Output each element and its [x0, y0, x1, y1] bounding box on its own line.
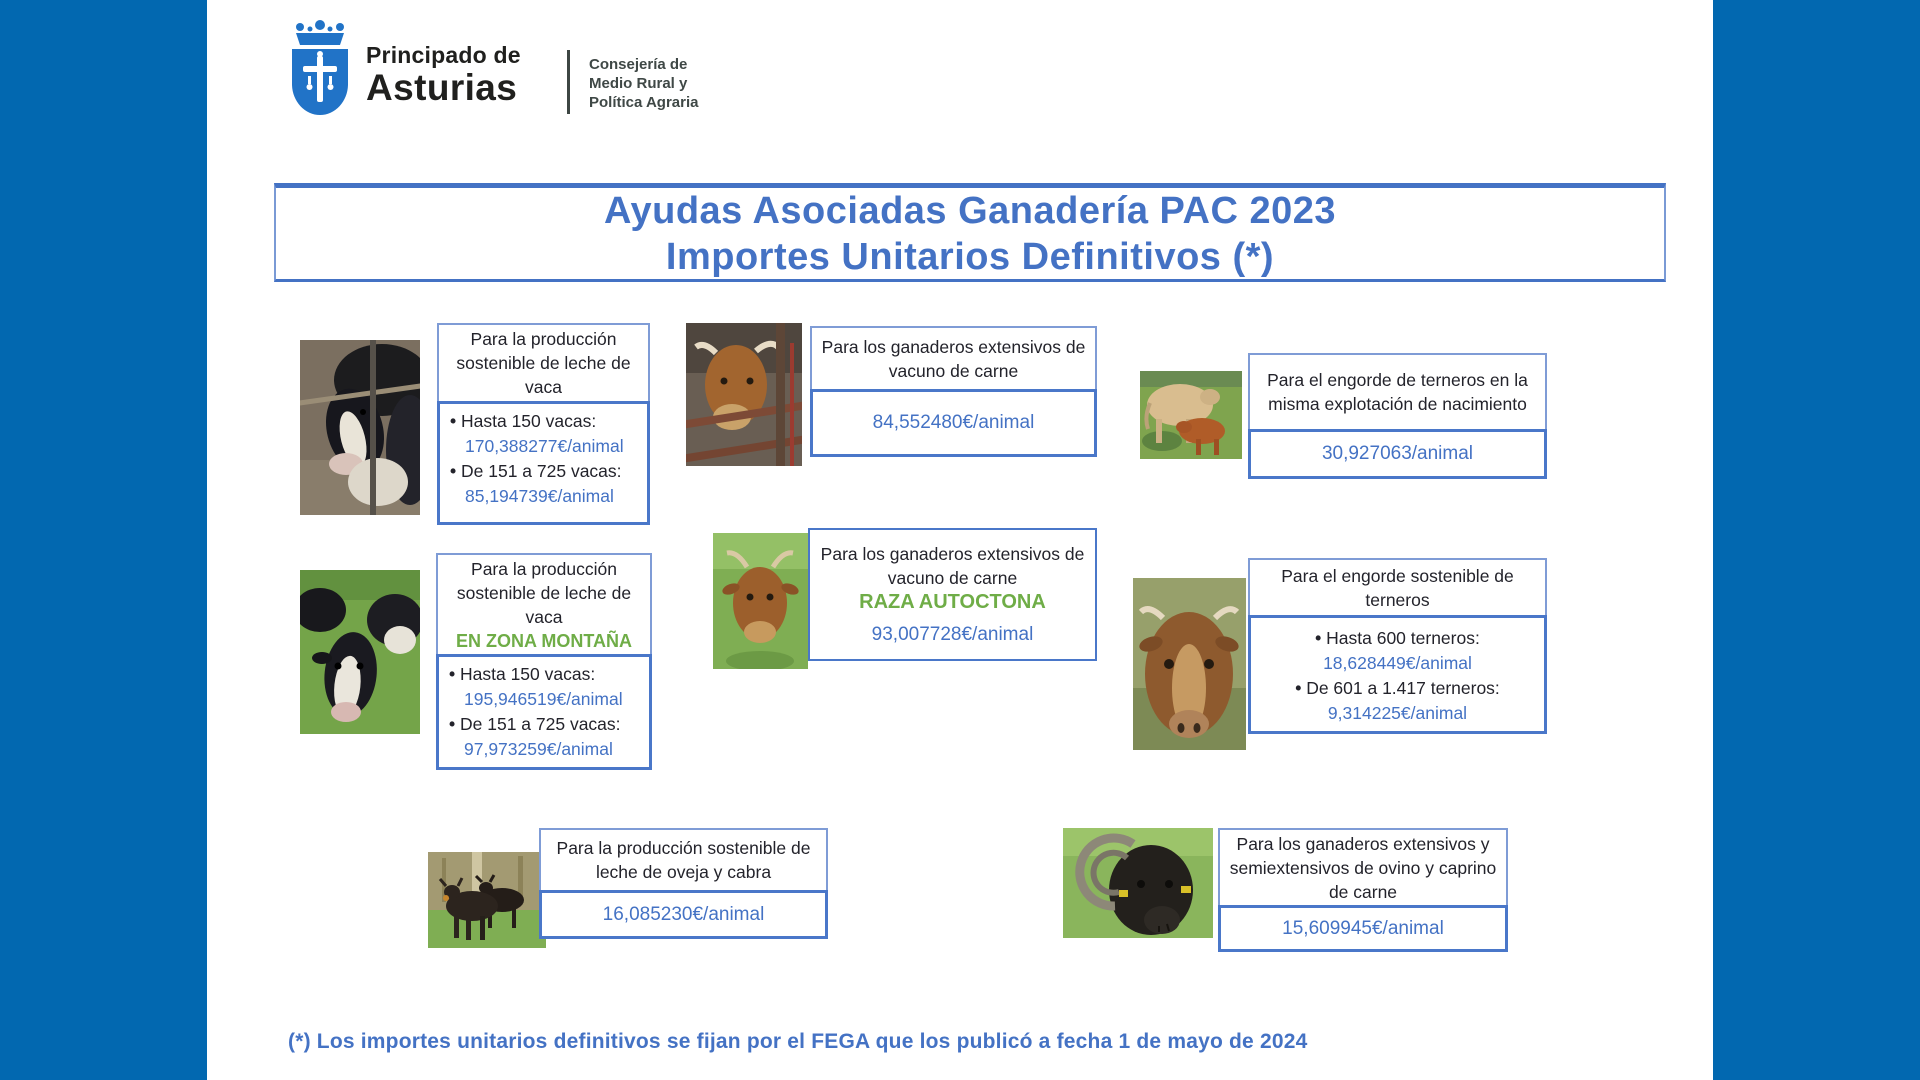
- dept-line3: Política Agraria: [589, 94, 699, 111]
- card-leche-vaca-montana-rates: [436, 654, 652, 770]
- rate-label: • De 151 a 725 vacas:: [450, 459, 643, 484]
- photo-holstein-cows-field: [300, 570, 420, 734]
- photo-goats-field: [428, 852, 546, 948]
- card-engorde-terneros: [1248, 353, 1547, 479]
- card-engorde-sostenible-title: Para el engorde sostenible de terneros: [1248, 558, 1547, 617]
- rate-label: • Hasta 150 vacas:: [450, 409, 643, 434]
- card-leche-oveja-cabra-title: Para la producción sostenible de leche de oveja y cabra: [539, 828, 828, 892]
- photo-calf-head: [1133, 578, 1246, 750]
- zona-montana-highlight: EN ZONA MONTAÑA: [456, 630, 632, 651]
- title-box: [274, 183, 1666, 282]
- rate-value: 97,973259€/animal: [464, 739, 613, 759]
- card-ovino-caprino-title: Para los ganaderos extensivos y semiextensivos de ovino y caprino de carne: [1218, 828, 1508, 907]
- card-engorde-sostenible: [1248, 558, 1547, 734]
- card-vacuno-raza-amount: 93,007728€/animal: [871, 624, 1034, 645]
- logo-org-line2: Asturias: [366, 67, 518, 108]
- card-leche-vaca-montana-title: [436, 553, 652, 656]
- rate-label: • Hasta 600 terneros:: [1255, 626, 1540, 651]
- rate-label: • De 601 a 1.417 terneros:: [1255, 676, 1540, 701]
- photo-brown-cow-grass: [713, 533, 808, 669]
- card-vacuno-carne-title: Para los ganaderos extensivos de vacuno de carne: [810, 326, 1097, 391]
- page-title-line2: Importes Unitarios Definitivos (*): [665, 235, 1275, 278]
- card-vacuno-raza-autoctona: [808, 528, 1097, 661]
- card-engorde-terneros-amount: 30,927063/animal: [1248, 429, 1547, 479]
- card-engorde-terneros-title: Para el engorde de terneros en la misma explotación de nacimiento: [1248, 353, 1547, 431]
- card-ovino-caprino: [1218, 828, 1508, 952]
- rate-value: 85,194739€/animal: [465, 486, 614, 506]
- rate-value: 18,628449€/animal: [1323, 653, 1472, 673]
- logo-department: [589, 55, 698, 112]
- rate-label: • Hasta 150 vacas:: [449, 662, 645, 687]
- left-blue-band: [0, 0, 207, 1080]
- rate-value: 9,314225€/animal: [1327, 703, 1468, 723]
- logo-divider: [567, 50, 570, 114]
- logo-org-name: [366, 42, 521, 108]
- photo-cow-with-calf: [1140, 371, 1242, 459]
- card-engorde-sostenible-rates: [1248, 615, 1547, 734]
- card-ovino-caprino-amount: 15,609945€/animal: [1218, 905, 1508, 952]
- card-leche-oveja-cabra-amount: 16,085230€/animal: [539, 890, 828, 939]
- dept-line1: Consejería de: [589, 56, 688, 73]
- right-blue-band: [1713, 0, 1920, 1080]
- card-vacuno-carne: [810, 326, 1097, 457]
- photo-beef-cow-fence: [686, 323, 802, 466]
- raza-autoctona-highlight: RAZA AUTOCTONA: [859, 591, 1046, 613]
- photo-black-ram: [1063, 828, 1213, 938]
- footer-note: (*) Los importes unitarios definitivos se fijan por el FEGA que los publicó a fecha 1 de mayo de 2024: [288, 1030, 1308, 1053]
- rate-value: 170,388277€/animal: [465, 436, 624, 456]
- card-leche-vaca-title: Para la producción sostenible de leche de vaca: [437, 323, 650, 403]
- asturias-coat-of-arms-icon: [286, 20, 354, 118]
- card-vacuno-carne-amount: 84,552480€/animal: [810, 389, 1097, 457]
- card-title-text: Para la producción sostenible de leche de vaca: [456, 558, 632, 627]
- card-leche-vaca: [437, 323, 650, 525]
- page-title-line1: Ayudas Asociadas Ganadería PAC 2023: [603, 189, 1337, 232]
- card-leche-vaca-montana: [436, 553, 652, 770]
- card-title-text: Para los ganaderos extensivos de vacuno de carne: [820, 544, 1085, 588]
- dept-line2: Medio Rural y: [589, 75, 688, 92]
- rate-value: 195,946519€/animal: [464, 689, 623, 709]
- logo-org-line1: Principado de: [366, 42, 521, 68]
- photo-holstein-cow-barn: [300, 340, 420, 515]
- card-leche-oveja-cabra: [539, 828, 828, 939]
- card-leche-vaca-rates: [437, 401, 650, 525]
- rate-label: • De 151 a 725 vacas:: [449, 712, 645, 737]
